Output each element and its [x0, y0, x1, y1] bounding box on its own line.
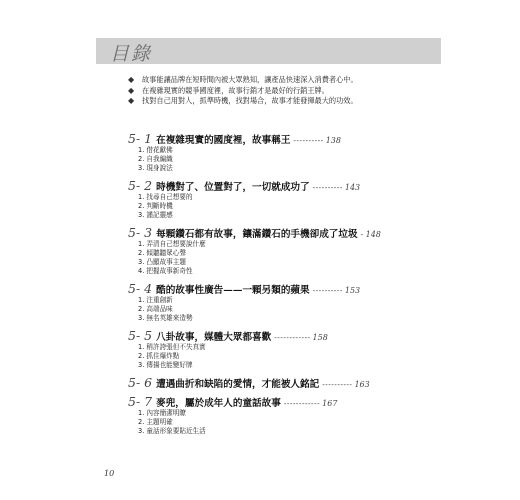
toc-subsection-item[interactable]: 2. 判斷時機 [138, 202, 173, 210]
toc-section [128, 393, 448, 436]
toc-subsection-list [138, 409, 448, 436]
toc-subsection-item[interactable]: 3. 謹記靈感 [138, 211, 173, 219]
section-page-number: 163 [354, 380, 370, 389]
toc-subsection-item[interactable]: 3. 童話形象要貼近生活 [138, 427, 206, 435]
diamond-icon: ◆ [128, 75, 135, 84]
toc-section [128, 177, 448, 220]
section-title: 八卦故事，媒體大眾都喜歡 [156, 332, 272, 343]
toc-section-heading[interactable] [128, 374, 448, 389]
dot-leader: ---------- [312, 184, 343, 192]
toc-subsection-list [138, 146, 448, 173]
section-page-number: 143 [344, 183, 361, 192]
dot-leader: ------------ [283, 400, 321, 408]
toc-subsection-item[interactable]: 1. 稍許誇張但不失真實 [138, 343, 206, 351]
toc-section-heading[interactable] [128, 224, 448, 239]
page-title: 目錄 [110, 43, 153, 65]
section-title: 每顆鑽石都有故事，鑲滿鑽石的手機卻成了垃圾 [156, 229, 358, 240]
toc-section [128, 374, 448, 389]
toc-section-heading[interactable] [128, 177, 448, 192]
section-title: 時機對了、位置對了，一切就成功了 [156, 182, 310, 193]
toc-subsection-item[interactable]: 1. 借花獻佛 [138, 146, 173, 154]
toc-section-heading[interactable] [128, 327, 448, 342]
toc-subsection-item[interactable]: 3. 無名英雄來造勢 [138, 314, 193, 322]
section-title: 在複雜現實的國度裡，故事稱王 [156, 135, 291, 146]
intro-bullet [128, 86, 428, 96]
intro-bullet-text: 在複雜現實的競爭國度裡，故事行銷才是最好的行銷王牌。 [142, 85, 329, 95]
section-number: 5- 5 [128, 328, 153, 343]
toc-section-heading[interactable] [128, 393, 448, 408]
toc-subsection-item[interactable]: 2. 主題明確 [138, 418, 173, 426]
diamond-icon: ◆ [128, 85, 135, 95]
toc-subsection-item[interactable]: 3. 凸顯故事主題 [138, 258, 186, 266]
toc-section [128, 130, 448, 173]
section-number: 5- 3 [128, 225, 153, 240]
toc-section-heading[interactable] [128, 130, 448, 145]
toc-subsection-item[interactable]: 2. 抓住爆炸點 [138, 352, 180, 360]
toc-subsection-list [138, 343, 448, 370]
intro-bullet-text: 故事能讓品牌在短時間內被大眾熟知，讓產品快速深入消費者心中。 [142, 75, 358, 84]
toc-subsection-item[interactable]: 1. 內容簡潔明瞭 [138, 409, 186, 417]
section-number: 5- 6 [128, 375, 153, 390]
section-page-number: 153 [344, 286, 361, 295]
dot-leader: ---------- [293, 137, 324, 145]
intro-bullet [128, 75, 428, 85]
section-page-number: 158 [312, 333, 328, 342]
section-title: 麥兜，屬於成年人的童話故事 [156, 398, 281, 409]
section-title: 遭遇曲折和缺陷的愛情，才能被人銘記 [156, 379, 320, 390]
dot-leader: - [360, 231, 364, 239]
dot-leader: ------------ [274, 334, 311, 342]
toc-subsection-item[interactable]: 1. 注重創新 [138, 296, 173, 304]
toc-subsection-item[interactable]: 4. 把握故事新奇性 [138, 267, 193, 275]
toc-subsection-list [138, 240, 448, 276]
section-number: 5- 1 [128, 131, 153, 146]
dot-leader: ---------- [322, 381, 353, 389]
section-number: 5- 2 [128, 178, 153, 193]
dot-leader: ---------- [312, 287, 343, 295]
intro-bullet-text: 找對自己用對人，抓準時機，找對場合，故事才能發揮最大的功效。 [142, 96, 358, 106]
toc-section [128, 224, 448, 276]
toc-subsection-item[interactable]: 2. 傾聽聽眾心聲 [138, 249, 186, 257]
page-number: 10 [104, 469, 115, 478]
diamond-icon: ◆ [128, 96, 135, 106]
intro-bullet [128, 96, 428, 106]
toc-section-heading[interactable] [128, 280, 448, 295]
section-page-number: 167 [322, 399, 338, 408]
toc-subsection-item[interactable]: 3. 傳揚也能變好牌 [138, 361, 193, 369]
section-title: 酷的故事性廣告——一顆另類的蘋果 [156, 285, 310, 296]
toc-section [128, 327, 448, 370]
toc-subsection-item[interactable]: 2. 高端品味 [138, 305, 173, 313]
toc-subsection-item[interactable]: 1. 找尋自己想要的 [138, 193, 193, 201]
section-number: 5- 4 [128, 281, 153, 296]
toc-subsection-list [138, 193, 448, 220]
section-page-number: 148 [365, 230, 381, 239]
toc-subsection-list [138, 296, 448, 323]
intro-bullets [128, 75, 428, 107]
toc-section [128, 280, 448, 323]
toc-subsection-item[interactable]: 3. 現身說法 [138, 164, 173, 172]
table-of-contents [128, 130, 448, 440]
section-page-number: 138 [325, 136, 341, 145]
toc-subsection-item[interactable]: 2. 自我編織 [138, 155, 173, 163]
section-number: 5- 7 [128, 394, 153, 409]
toc-subsection-item[interactable]: 1. 弄清自己想要說什麼 [138, 240, 206, 248]
